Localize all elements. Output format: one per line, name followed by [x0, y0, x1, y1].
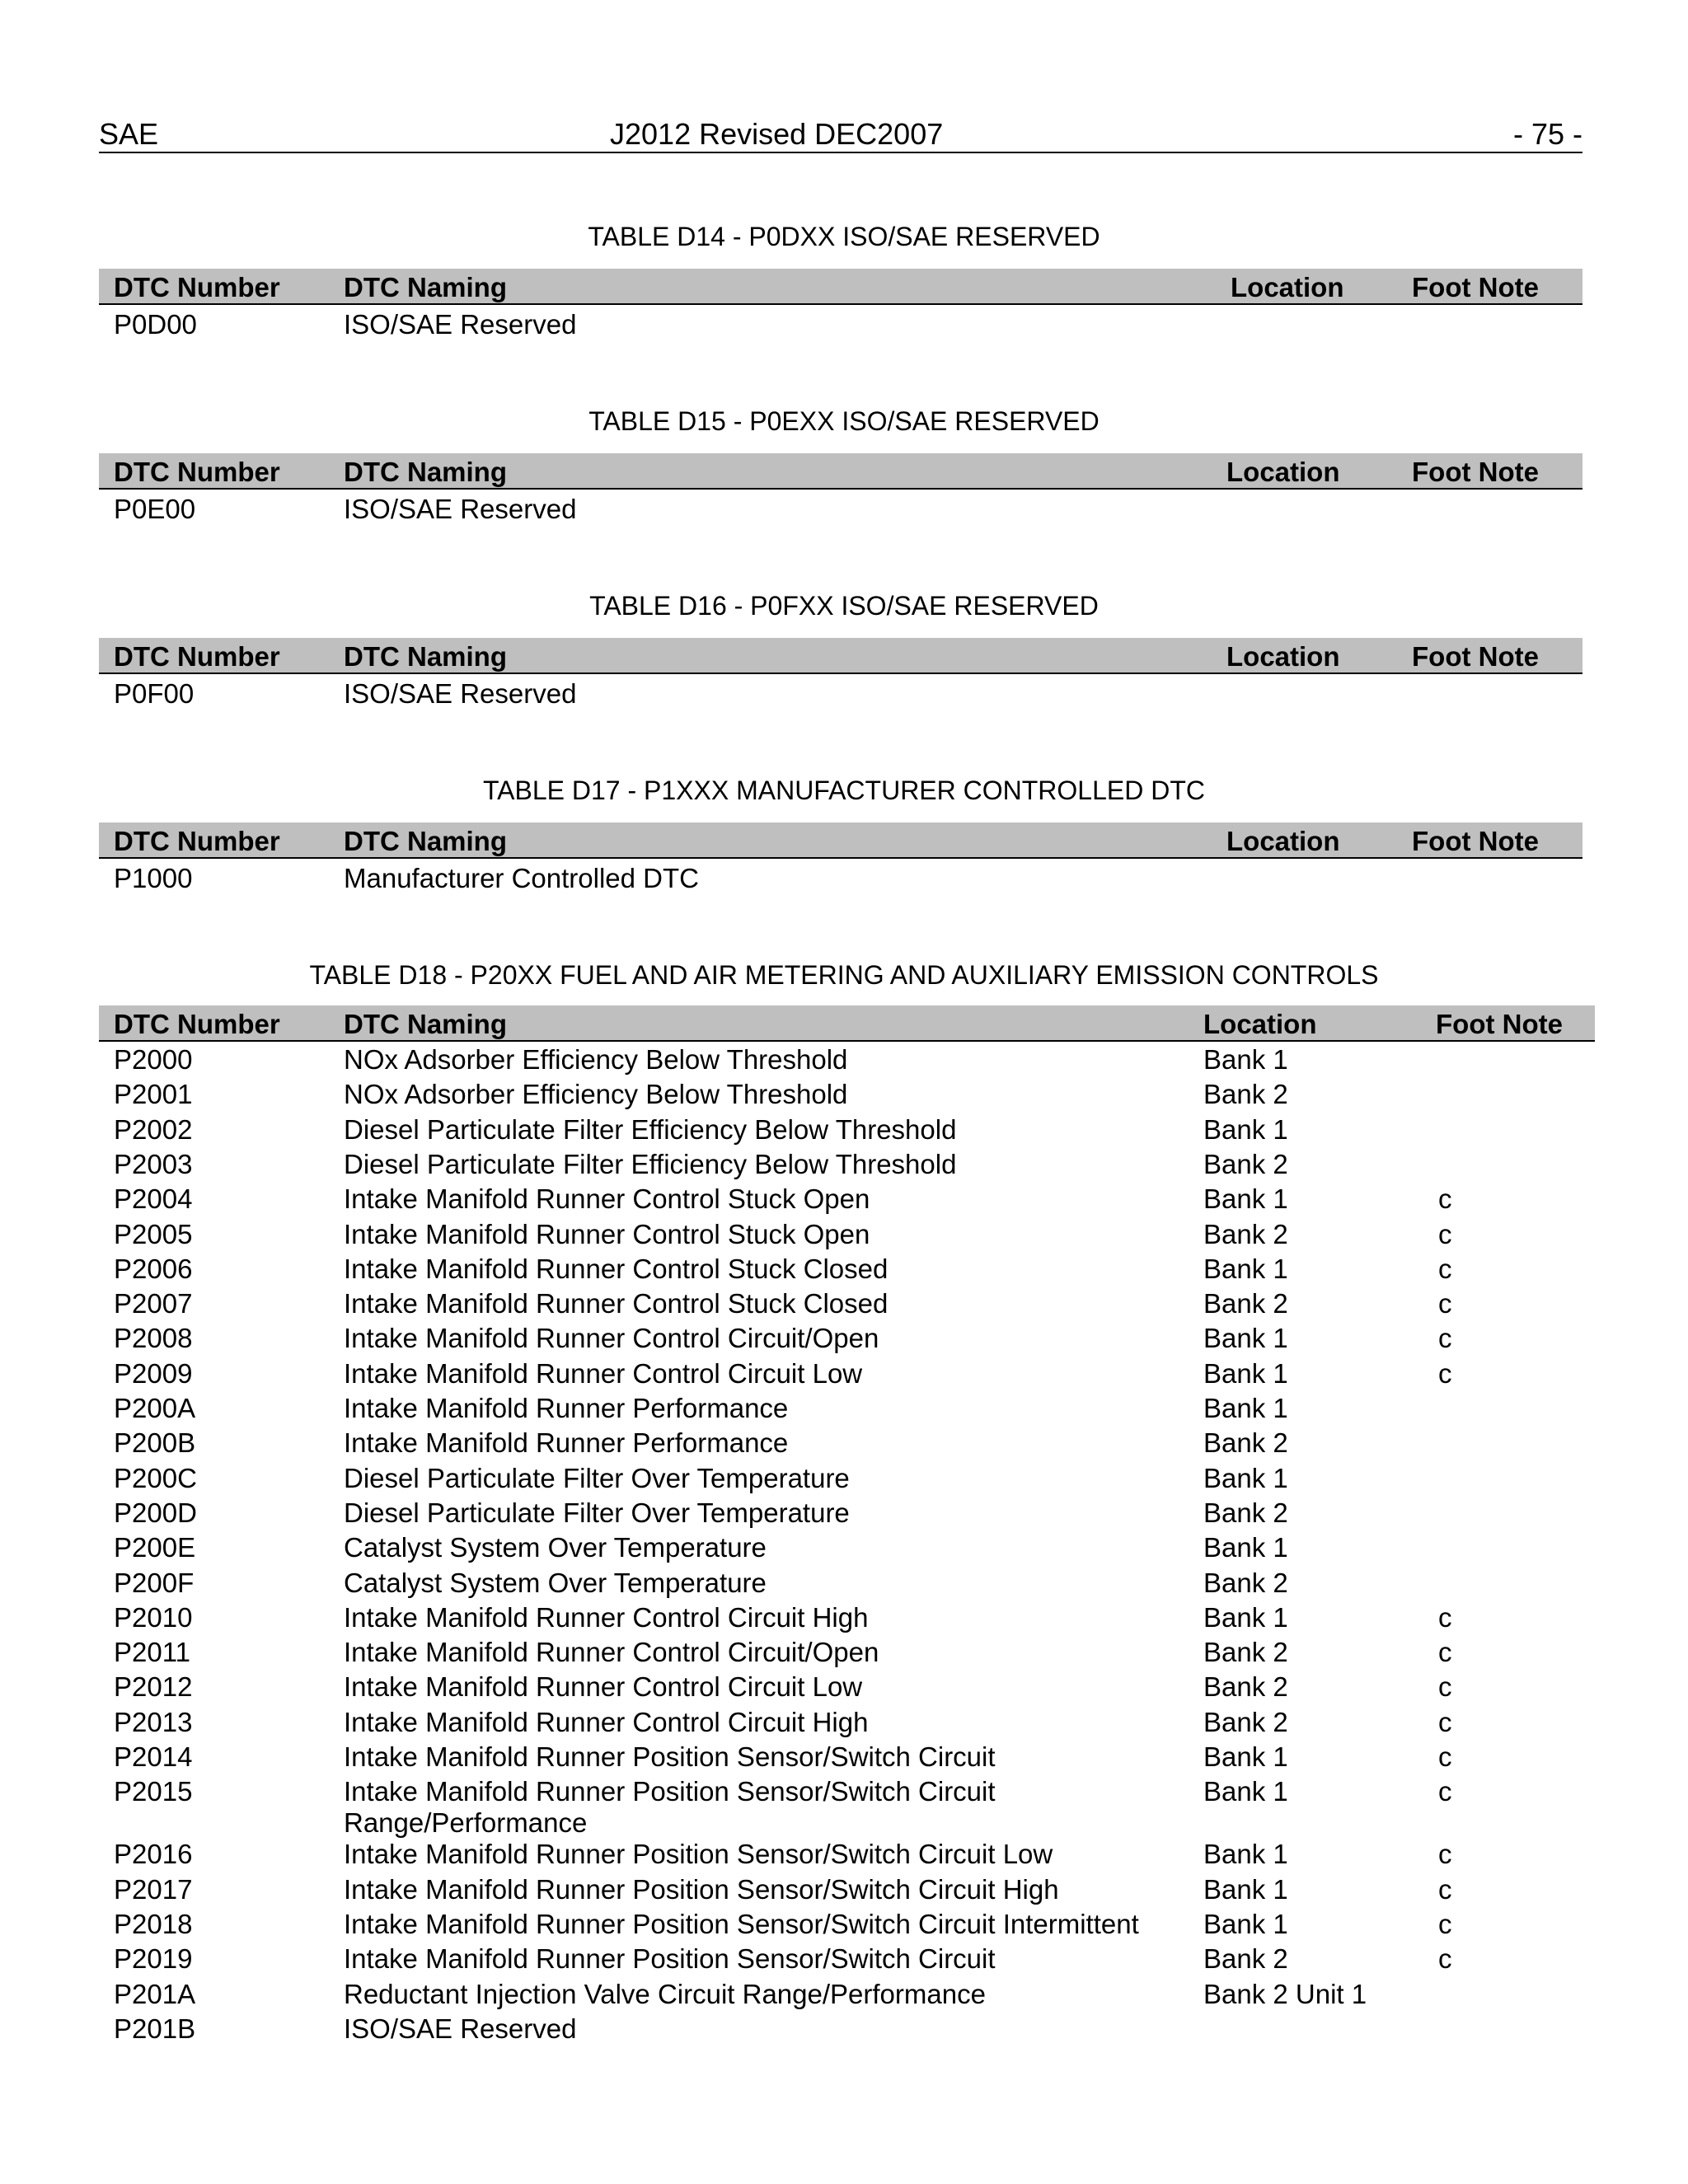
column-header-number: DTC Number — [114, 1009, 280, 1039]
dtc-location: Bank 1 — [1203, 1462, 1288, 1493]
table-title: TABLE D14 - P0DXX ISO/SAE RESERVED — [588, 222, 1100, 251]
dtc-naming: Intake Manifold Runner Performance — [344, 1427, 789, 1459]
dtc-location: Bank 2 — [1203, 1079, 1288, 1110]
column-header-footnote: Foot Note — [1436, 1009, 1563, 1039]
column-header-location: Location — [1226, 457, 1340, 487]
dtc-location: Bank 1 — [1203, 1323, 1288, 1354]
dtc-naming: NOx Adsorber Efficiency Below Threshold — [344, 1079, 848, 1110]
table-title: TABLE D15 - P0EXX ISO/SAE RESERVED — [588, 406, 1100, 436]
dtc-number: P200B — [114, 1427, 196, 1459]
dtc-number: P2008 — [114, 1323, 193, 1354]
dtc-naming: Intake Manifold Runner Control Circuit/Open — [344, 1323, 879, 1354]
dtc-location: Bank 1 — [1203, 1741, 1288, 1772]
dtc-footnote: c — [1438, 1323, 1452, 1354]
dtc-number: P200A — [114, 1393, 196, 1423]
table-title: TABLE D18 - P20XX FUEL AND AIR METERING AND AUXILIARY EMISSION CONTROLS — [309, 960, 1379, 990]
dtc-footnote: c — [1438, 1218, 1452, 1249]
dtc-footnote: c — [1438, 1706, 1452, 1737]
dtc-footnote: c — [1438, 1839, 1452, 1870]
dtc-footnote: c — [1438, 1601, 1452, 1633]
dtc-naming: Intake Manifold Runner Position Sensor/Switch Circuit — [344, 1776, 996, 1807]
dtc-number: P2000 — [114, 1044, 193, 1075]
dtc-number: P1000 — [114, 863, 193, 893]
dtc-footnote: c — [1438, 1908, 1452, 1939]
dtc-footnote: c — [1438, 1776, 1452, 1807]
dtc-naming: Catalyst System Over Temperature — [344, 1532, 767, 1563]
column-header-number: DTC Number — [114, 457, 280, 487]
column-header-number: DTC Number — [114, 826, 280, 856]
dtc-naming: Intake Manifold Runner Control Circuit High — [344, 1706, 869, 1737]
dtc-location: Bank 1 — [1203, 1532, 1288, 1563]
dtc-naming: Intake Manifold Runner Performance — [344, 1393, 789, 1423]
column-header-footnote: Foot Note — [1412, 272, 1539, 302]
dtc-naming: Intake Manifold Runner Position Sensor/Switch Circuit — [344, 1741, 996, 1772]
dtc-footnote: c — [1438, 1357, 1452, 1389]
dtc-footnote: c — [1438, 1873, 1452, 1905]
dtc-naming: NOx Adsorber Efficiency Below Threshold — [344, 1044, 848, 1075]
table-header — [99, 638, 1582, 674]
dtc-number: P2004 — [114, 1183, 193, 1215]
dtc-location: Bank 2 — [1203, 1637, 1288, 1668]
column-header-naming: DTC Naming — [344, 826, 507, 856]
dtc-footnote: c — [1438, 1253, 1452, 1284]
dtc-location: Bank 2 — [1203, 1671, 1288, 1703]
column-header-footnote: Foot Note — [1412, 641, 1539, 672]
dtc-location: Bank 1 — [1203, 1839, 1288, 1870]
dtc-naming: Intake Manifold Runner Position Sensor/Switch Circuit Intermittent — [344, 1908, 1139, 1939]
header-page-number: - 75 - — [1512, 117, 1582, 151]
dtc-location: Bank 1 — [1203, 1357, 1288, 1389]
dtc-naming: Reductant Injection Valve Circuit Range/Performance — [344, 1978, 986, 2009]
dtc-number: P2015 — [114, 1776, 193, 1807]
dtc-location: Bank 1 — [1203, 1183, 1288, 1215]
dtc-location: Bank 1 — [1203, 1044, 1288, 1075]
dtc-naming: Diesel Particulate Filter Over Temperature — [344, 1462, 850, 1493]
dtc-location: Bank 2 — [1203, 1288, 1288, 1319]
dtc-naming: Diesel Particulate Filter Efficiency Below Threshold — [344, 1113, 957, 1145]
dtc-location: Bank 1 — [1203, 1873, 1288, 1905]
dtc-location: Bank 2 — [1203, 1943, 1288, 1975]
table-header — [99, 1005, 1595, 1042]
dtc-footnote: c — [1438, 1943, 1452, 1975]
dtc-naming: Intake Manifold Runner Control Circuit Low — [344, 1357, 863, 1389]
dtc-number: P2005 — [114, 1218, 193, 1249]
dtc-location: Bank 1 — [1203, 1601, 1288, 1633]
dtc-naming-continued: Range/Performance — [344, 1807, 588, 1839]
dtc-naming: ISO/SAE Reserved — [344, 2013, 577, 2044]
dtc-naming: Intake Manifold Runner Position Sensor/Switch Circuit — [344, 1943, 996, 1975]
header-document-id: J2012 Revised DEC2007 — [610, 117, 944, 151]
column-header-naming: DTC Naming — [344, 457, 507, 487]
dtc-number: P201B — [114, 2013, 196, 2044]
dtc-naming: Intake Manifold Runner Control Circuit High — [344, 1601, 869, 1633]
dtc-number: P2006 — [114, 1253, 193, 1284]
column-header-footnote: Foot Note — [1412, 457, 1539, 487]
table-header — [99, 823, 1582, 859]
dtc-number: P2012 — [114, 1671, 193, 1703]
table-header — [99, 453, 1582, 490]
dtc-number: P2011 — [114, 1637, 190, 1668]
dtc-location: Bank 1 — [1203, 1776, 1288, 1807]
header-org: SAE — [99, 117, 159, 151]
column-header-footnote: Foot Note — [1412, 826, 1539, 856]
column-header-location: Location — [1231, 272, 1344, 302]
dtc-location: Bank 2 — [1203, 1218, 1288, 1249]
dtc-naming: ISO/SAE Reserved — [344, 678, 577, 709]
column-header-naming: DTC Naming — [344, 272, 507, 302]
dtc-number: P200F — [114, 1567, 195, 1598]
dtc-naming: ISO/SAE Reserved — [344, 494, 577, 524]
dtc-number: P200E — [114, 1532, 196, 1563]
column-header-naming: DTC Naming — [344, 641, 507, 672]
dtc-number: P200C — [114, 1462, 197, 1493]
column-header-number: DTC Number — [114, 272, 280, 302]
dtc-number: P2013 — [114, 1706, 193, 1737]
dtc-number: P0E00 — [114, 494, 196, 524]
dtc-naming: Intake Manifold Runner Position Sensor/Switch Circuit Low — [344, 1839, 1053, 1870]
dtc-naming: Intake Manifold Runner Control Stuck Open — [344, 1218, 870, 1249]
dtc-location: Bank 2 — [1203, 1497, 1288, 1528]
dtc-number: P0F00 — [114, 678, 195, 709]
dtc-footnote: c — [1438, 1637, 1452, 1668]
dtc-number: P2002 — [114, 1113, 193, 1145]
dtc-naming: Intake Manifold Runner Control Stuck Closed — [344, 1288, 889, 1319]
dtc-naming: Intake Manifold Runner Position Sensor/Switch Circuit High — [344, 1873, 1059, 1905]
dtc-number: P2019 — [114, 1943, 193, 1975]
dtc-number: P2009 — [114, 1357, 193, 1389]
dtc-naming: Diesel Particulate Filter Over Temperature — [344, 1497, 850, 1528]
dtc-location: Bank 2 — [1203, 1567, 1288, 1598]
dtc-footnote: c — [1438, 1183, 1452, 1215]
dtc-number: P2018 — [114, 1908, 193, 1939]
dtc-number: P2014 — [114, 1741, 193, 1772]
dtc-location: Bank 1 — [1203, 1393, 1288, 1423]
table-title: TABLE D16 - P0FXX ISO/SAE RESERVED — [589, 591, 1099, 621]
column-header-location: Location — [1226, 826, 1340, 856]
dtc-location: Bank 1 — [1203, 1113, 1288, 1145]
dtc-location: Bank 1 — [1203, 1908, 1288, 1939]
dtc-naming: Catalyst System Over Temperature — [344, 1567, 767, 1598]
dtc-naming: Intake Manifold Runner Control Stuck Open — [344, 1183, 870, 1215]
table-header — [99, 269, 1582, 305]
dtc-number: P2016 — [114, 1839, 193, 1870]
column-header-location: Location — [1226, 641, 1340, 672]
dtc-location: Bank 2 — [1203, 1148, 1288, 1179]
dtc-number: P0D00 — [114, 309, 197, 340]
dtc-location: Bank 1 — [1203, 1253, 1288, 1284]
dtc-naming: Diesel Particulate Filter Efficiency Below Threshold — [344, 1148, 957, 1179]
page-header — [99, 117, 1582, 153]
column-header-number: DTC Number — [114, 641, 280, 672]
dtc-number: P2010 — [114, 1601, 193, 1633]
dtc-naming: Manufacturer Controlled DTC — [344, 863, 699, 893]
dtc-location: Bank 2 — [1203, 1706, 1288, 1737]
column-header-naming: DTC Naming — [344, 1009, 507, 1039]
table-title: TABLE D17 - P1XXX MANUFACTURER CONTROLLED DTC — [482, 776, 1205, 805]
dtc-location: Bank 2 — [1203, 1427, 1288, 1459]
dtc-footnote: c — [1438, 1741, 1452, 1772]
dtc-number: P2003 — [114, 1148, 193, 1179]
dtc-number: P201A — [114, 1978, 196, 2009]
dtc-number: P2017 — [114, 1873, 193, 1905]
dtc-location: Bank 2 Unit 1 — [1203, 1978, 1367, 2009]
dtc-naming: ISO/SAE Reserved — [344, 309, 577, 340]
dtc-footnote: c — [1438, 1288, 1452, 1319]
dtc-number: P200D — [114, 1497, 197, 1528]
dtc-naming: Intake Manifold Runner Control Stuck Closed — [344, 1253, 889, 1284]
dtc-naming: Intake Manifold Runner Control Circuit/Open — [344, 1637, 879, 1668]
dtc-naming: Intake Manifold Runner Control Circuit Low — [344, 1671, 863, 1703]
dtc-footnote: c — [1438, 1671, 1452, 1703]
column-header-location: Location — [1203, 1009, 1317, 1039]
dtc-number: P2001 — [114, 1079, 193, 1110]
dtc-number: P2007 — [114, 1288, 193, 1319]
